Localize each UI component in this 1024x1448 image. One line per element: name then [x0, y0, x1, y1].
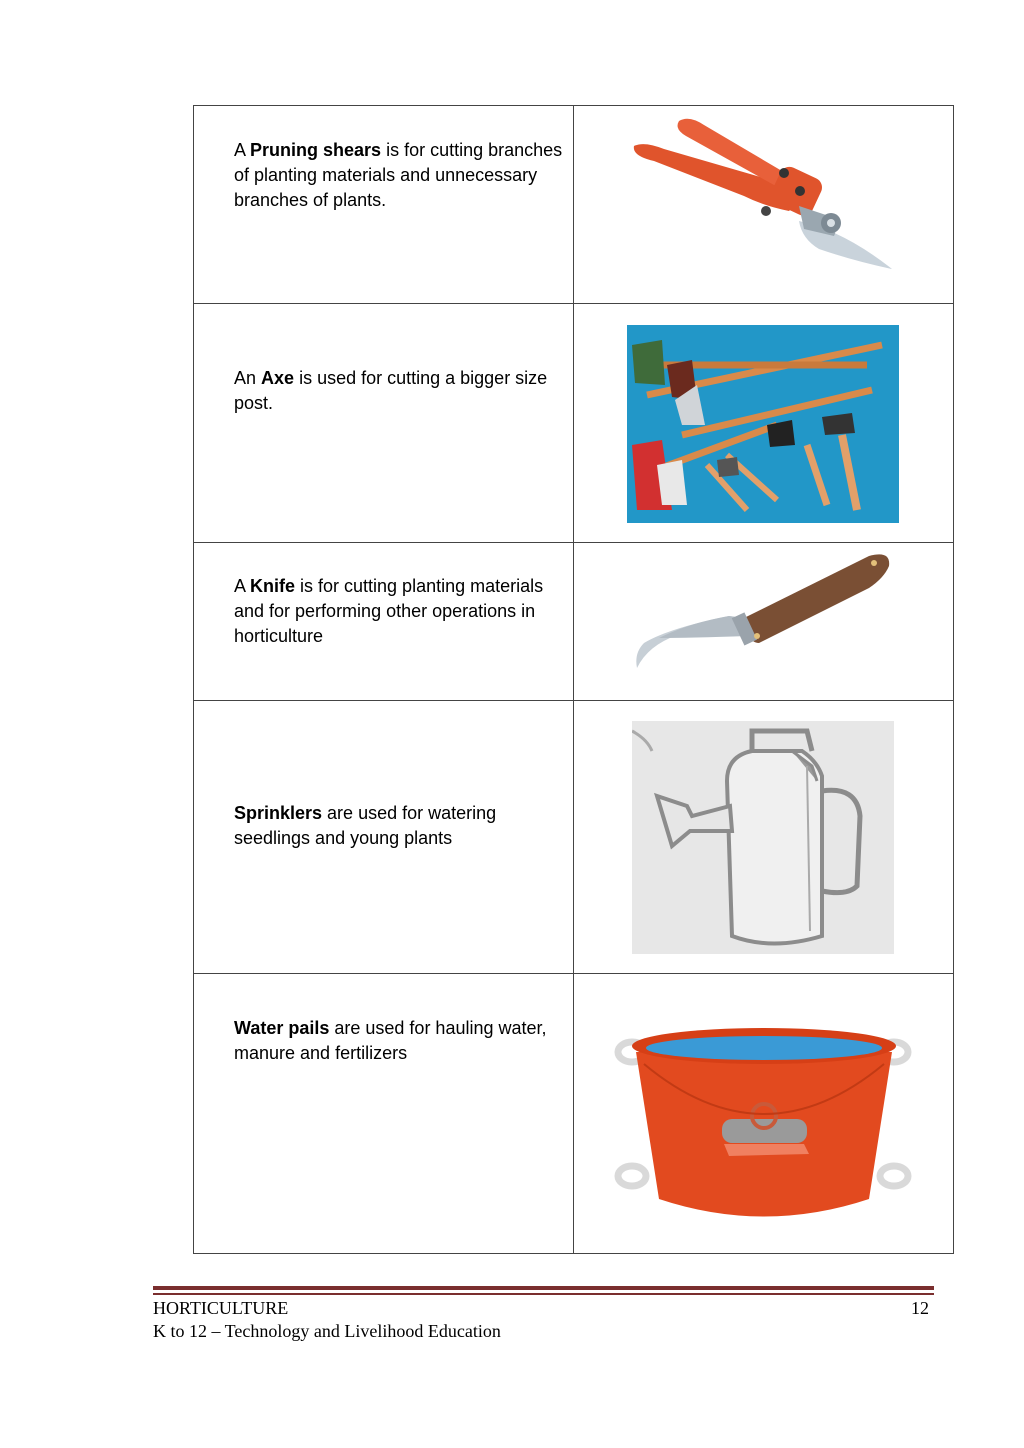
table-row — [194, 106, 954, 304]
footer-rule — [153, 1286, 934, 1295]
water-pail-image — [614, 1024, 914, 1229]
description-cell — [194, 974, 574, 1254]
table-row — [194, 974, 954, 1254]
description-text: A Pruning shears is for cutting branches of planting materials and unnecessary branches of plants. — [234, 140, 563, 210]
tool-term: Water pails — [234, 1018, 330, 1038]
tool-term: Axe — [261, 368, 295, 388]
image-cell — [574, 106, 954, 304]
axes-image — [627, 325, 899, 523]
tools-table — [193, 105, 954, 1254]
table-row — [194, 304, 954, 543]
pruning-shears-image — [624, 111, 904, 281]
description-cell — [194, 106, 574, 304]
description-cell — [194, 543, 574, 701]
footer-subject: HORTICULTURE — [153, 1298, 289, 1318]
description-cell — [194, 701, 574, 974]
watering-can-image — [632, 721, 894, 954]
image-cell — [574, 543, 954, 701]
description-text: A Knife is for cutting planting materials and for performing other operations in horticulture — [234, 576, 544, 646]
tool-term: Sprinklers — [234, 803, 323, 823]
description-text: Water pails are used for hauling water, manure and fertilizers — [234, 1018, 547, 1063]
description-text: An Axe is used for cutting a bigger size post. — [234, 368, 548, 413]
table-row — [194, 543, 954, 701]
description-text: Sprinklers are used for watering seedlings and young plants — [234, 803, 497, 848]
footer-course: K to 12 – Technology and Livelihood Education — [153, 1321, 501, 1341]
table-row — [194, 701, 954, 974]
tool-term: Knife — [250, 576, 296, 596]
tool-term: Pruning shears — [250, 140, 382, 160]
description-cell — [194, 304, 574, 543]
page-number: 12 — [911, 1298, 929, 1318]
image-cell — [574, 701, 954, 974]
knife-image — [629, 548, 899, 673]
image-cell — [574, 304, 954, 543]
image-cell — [574, 974, 954, 1254]
